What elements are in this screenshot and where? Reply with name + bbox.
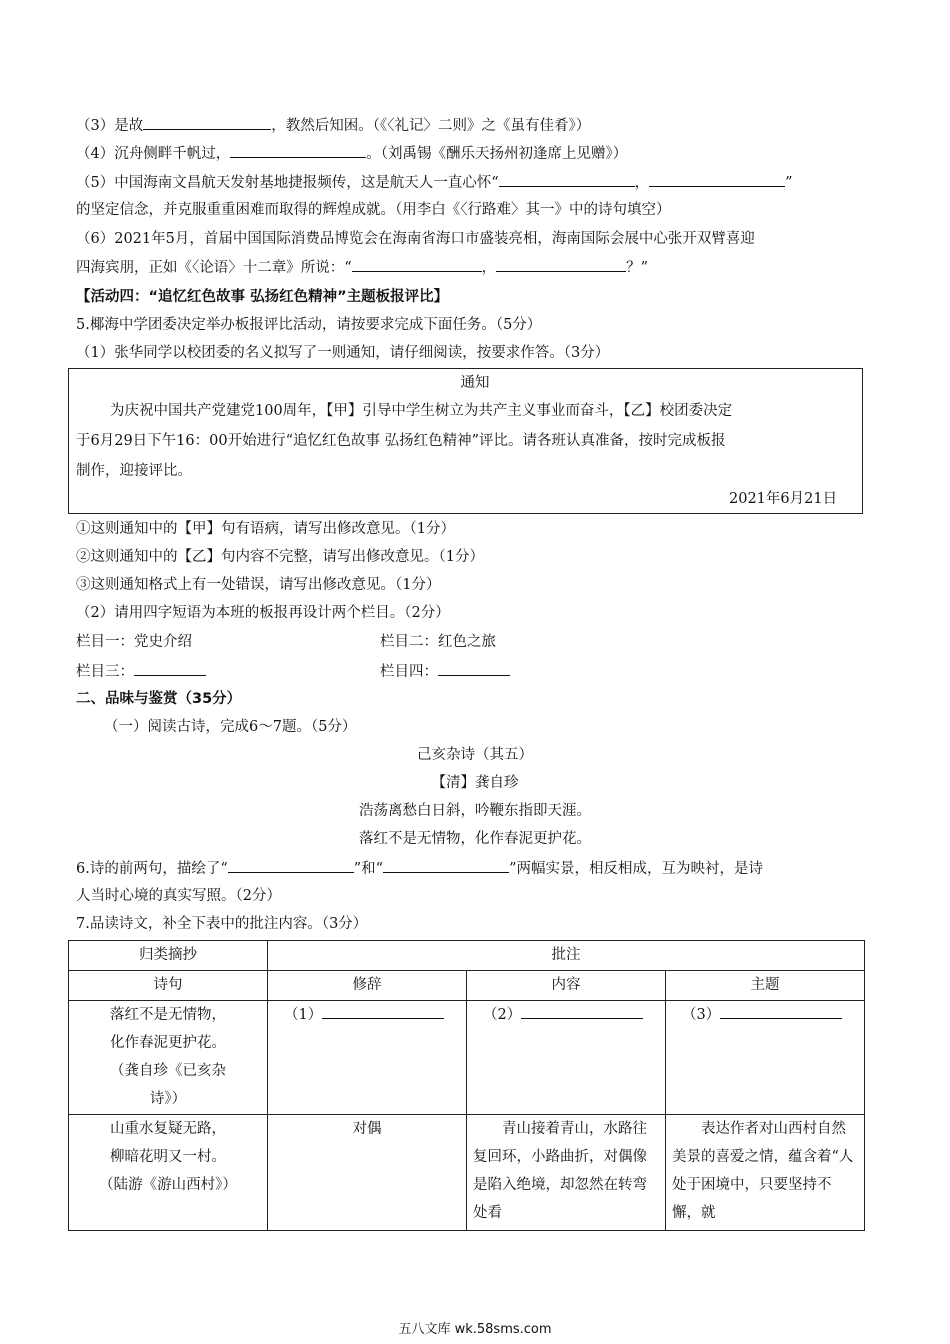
- answer-blank[interactable]: [499, 171, 635, 187]
- answer-blank[interactable]: [230, 142, 366, 158]
- header-annotation: 批注: [268, 941, 865, 971]
- poem-line-1: 浩荡离愁白日斜，吟鞭东指即天涯。: [359, 803, 591, 819]
- question-6-poem: 6.诗的前两句，描绘了“ ”和“ ”两幅实景，相反相成，互为映衬，是诗: [76, 857, 763, 880]
- column-3: 栏目三：: [76, 660, 206, 683]
- question-4: （4）沉舟侧畔千帆过， 。（刘禹锡《酬乐天扬州初逢席上见赠》）: [76, 142, 627, 165]
- answer-blank[interactable]: [521, 1003, 643, 1019]
- header-content: 内容: [467, 971, 666, 1001]
- sub-question-1: （1）张华同学以校团委的名义拟写了一则通知，请仔细阅读，按要求作答。（3分）: [76, 345, 610, 361]
- question-5-prompt: 5.椰海中学团委决定举办板报评比活动，请按要求完成下面任务。（5分）: [76, 317, 542, 333]
- question-6-line1: （6）2021年5月，首届中国国际消费品博览会在海南省海口市盛装亮相，海南国际会展中心张开双臂喜迎: [76, 231, 755, 247]
- answer-blank[interactable]: [352, 256, 482, 272]
- answer-blank[interactable]: [496, 256, 626, 272]
- header-classify: 归类摘抄: [69, 941, 268, 971]
- task-2: ②这则通知中的【乙】句内容不完整，请写出修改意见。（1分）: [76, 549, 484, 565]
- answer-blank[interactable]: [649, 171, 785, 187]
- header-verse: 诗句: [69, 971, 268, 1001]
- poem-title: 己亥杂诗（其五）: [417, 747, 533, 763]
- poem-author: 【清】龚自珍: [431, 775, 519, 791]
- question-6-line2: 四海宾朋，正如《〈论语〉十二章》所说：“ ， ？”: [76, 256, 648, 279]
- notice-line-1: 为庆祝中国共产党建党100周年，【甲】引导中学生树立为共产主义事业而奋斗，【乙】校团委决定: [110, 403, 733, 419]
- notice-title: 通知: [460, 375, 490, 391]
- section-title: 二、品味与鉴赏（35分）: [76, 691, 242, 707]
- row2-verse: 山重水复疑无路， 柳暗花明又一村。 （陆游《游山西村》）: [69, 1115, 268, 1231]
- header-theme: 主题: [666, 971, 865, 1001]
- answer-blank[interactable]: [134, 660, 206, 676]
- row1-verse: 落红不是无情物， 化作春泥更护花。 （龚自珍《已亥杂 诗》）: [69, 1001, 268, 1115]
- column-1: 栏目一：党史介绍: [76, 634, 192, 650]
- answer-blank[interactable]: [322, 1003, 444, 1019]
- notice-line-3: 制作，迎接评比。: [76, 463, 192, 479]
- sub-question-2: （2）请用四字短语为本班的板报再设计两个栏目。（2分）: [76, 605, 450, 621]
- column-2: 栏目二：红色之旅: [380, 634, 496, 650]
- answer-blank[interactable]: [438, 660, 510, 676]
- part-1-prompt: （一）阅读古诗，完成6～7题。（5分）: [104, 719, 357, 735]
- row1-theme: （3）: [666, 1001, 865, 1115]
- poem-line-2: 落红不是无情物，化作春泥更护花。: [359, 831, 591, 847]
- annotation-table: [68, 940, 865, 1231]
- footer-watermark: 五八文库 wk.58sms.com: [398, 1322, 552, 1337]
- question-3: （3）是故 ，教然后知困。（《〈礼记〉二则》之《虽有佳肴》）: [76, 114, 590, 137]
- row2-rhetoric: 对偶: [268, 1115, 467, 1231]
- row2-content: 青山接着青山，水路往复回环，小路曲折，对偶像是陷入绝境，却忽然在转弯处看: [467, 1115, 666, 1231]
- task-3: ③这则通知格式上有一处错误，请写出修改意见。（1分）: [76, 577, 441, 593]
- activity-title: 【活动四：“追忆红色故事 弘扬红色精神”主题板报评比】: [76, 289, 449, 305]
- answer-blank[interactable]: [720, 1003, 842, 1019]
- row1-rhetoric: （1）: [268, 1001, 467, 1115]
- question-7-prompt: 7.品读诗文，补全下表中的批注内容。（3分）: [76, 916, 368, 932]
- header-rhetoric: 修辞: [268, 971, 467, 1001]
- answer-blank[interactable]: [228, 857, 354, 873]
- question-5: （5）中国海南文昌航天发射基地捷报频传，这是航天人一直心怀“ ， ”: [76, 171, 793, 194]
- row2-theme: 表达作者对山西村自然美景的喜爱之情，蕴含着“人处于困境中，只要坚持不懈，就: [666, 1115, 865, 1231]
- question-5-line2: 的坚定信念，并克服重重困难而取得的辉煌成就。（用李白《〈行路难〉其一》中的诗句填空）: [76, 202, 671, 218]
- notice-line-2: 于6月29日下午16：00开始进行“追忆红色故事 弘扬红色精神”评比。请各班认真准备，按时完成板报: [76, 433, 726, 449]
- column-4: 栏目四：: [380, 660, 510, 683]
- question-6-poem-line2: 人当时心境的真实写照。（2分）: [76, 888, 281, 904]
- task-1: ①这则通知中的【甲】句有语病，请写出修改意见。（1分）: [76, 521, 455, 537]
- notice-date: 2021年6月21日: [729, 491, 838, 507]
- answer-blank[interactable]: [383, 857, 509, 873]
- row1-content: （2）: [467, 1001, 666, 1115]
- answer-blank[interactable]: [143, 114, 271, 130]
